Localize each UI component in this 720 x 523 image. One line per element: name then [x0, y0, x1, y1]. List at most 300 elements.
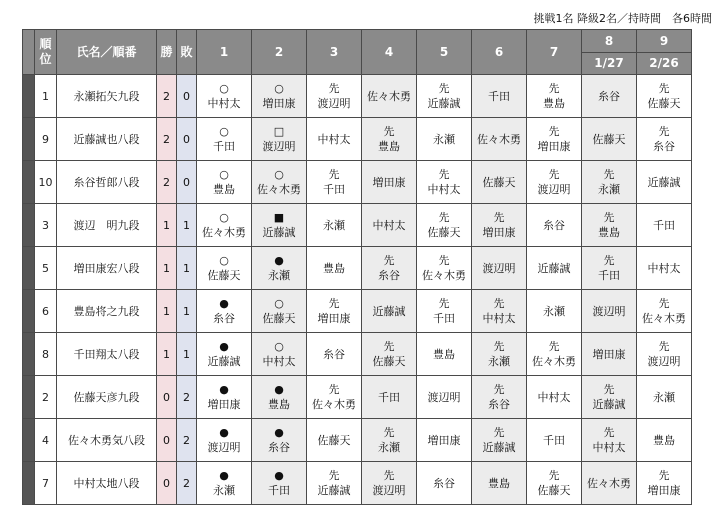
- table-row: [23, 376, 692, 419]
- game-cell: [307, 462, 362, 505]
- result-symbol: 先: [548, 469, 560, 482]
- result-symbol: 先: [603, 426, 615, 439]
- header-marker-cell: [23, 30, 35, 75]
- opponent-name: 佐々木勇: [532, 355, 576, 368]
- result-symbol: ●: [219, 340, 229, 353]
- opponent-name: 豊島: [378, 140, 400, 153]
- losses-cell: 1: [177, 333, 197, 376]
- game-cell: [362, 118, 417, 161]
- opponent-name: 佐藤天: [427, 226, 461, 239]
- result-symbol: 先: [658, 82, 670, 95]
- opponent-name: 千田: [378, 390, 400, 404]
- header-rank: 順位: [35, 30, 57, 75]
- result-symbol: ●: [274, 426, 284, 439]
- result-symbol: 先: [328, 168, 340, 181]
- game-cell: [582, 118, 637, 161]
- game-cell: [527, 333, 582, 376]
- result-symbol: 先: [548, 340, 560, 353]
- table-row: [23, 290, 692, 333]
- opponent-name: 佐藤天: [647, 97, 681, 110]
- result-symbol: 先: [493, 383, 505, 396]
- row-marker: [23, 419, 35, 462]
- rank-cell: 5: [35, 247, 57, 290]
- game-cell: [527, 419, 582, 462]
- opponent-name: 千田: [268, 484, 290, 497]
- losses-cell: 2: [177, 419, 197, 462]
- game-cell: [197, 204, 252, 247]
- wins-cell: 0: [157, 419, 177, 462]
- opponent-name: 近藤誠: [647, 175, 681, 189]
- header-round-4: 4: [362, 30, 417, 75]
- opponent-name: 豊島: [213, 183, 235, 196]
- result-symbol: ○: [274, 297, 284, 310]
- game-cell: [527, 376, 582, 419]
- losses-cell: 1: [177, 247, 197, 290]
- game-cell: [472, 161, 527, 204]
- result-symbol: 先: [383, 254, 395, 267]
- game-cell: [472, 376, 527, 419]
- opponent-name: 中村太: [647, 261, 681, 275]
- wins-cell: 2: [157, 75, 177, 118]
- opponent-name: 佐々木勇: [257, 183, 301, 196]
- opponent-name: 中村太: [482, 312, 516, 325]
- header-round-9-date: 2/26: [637, 53, 692, 75]
- opponent-name: 永瀬: [433, 132, 455, 146]
- game-cell: [252, 75, 307, 118]
- opponent-name: 糸谷: [323, 347, 345, 361]
- game-cell: [582, 75, 637, 118]
- wins-cell: 0: [157, 462, 177, 505]
- game-cell: [527, 75, 582, 118]
- result-symbol: 先: [383, 426, 395, 439]
- rank-cell: 1: [35, 75, 57, 118]
- opponent-name: 佐藤天: [372, 355, 406, 368]
- table-row: [23, 204, 692, 247]
- game-cell: [637, 247, 692, 290]
- game-cell: [252, 161, 307, 204]
- game-cell: [527, 204, 582, 247]
- rank-cell: 7: [35, 462, 57, 505]
- opponent-name: 佐々木勇: [477, 132, 521, 146]
- result-symbol: ●: [219, 383, 229, 396]
- game-cell: [197, 75, 252, 118]
- table-row: [23, 247, 692, 290]
- opponent-name: 中村太: [372, 218, 406, 232]
- opponent-name: 豊島: [268, 398, 290, 411]
- game-cell: [472, 204, 527, 247]
- opponent-name: 渡辺明: [317, 97, 351, 110]
- game-cell: [417, 75, 472, 118]
- game-cell: [582, 247, 637, 290]
- wins-cell: 1: [157, 333, 177, 376]
- opponent-name: 千田: [653, 218, 675, 232]
- result-symbol: □: [273, 125, 285, 138]
- game-cell: [637, 204, 692, 247]
- opponent-name: 糸谷: [543, 218, 565, 232]
- game-cell: [197, 247, 252, 290]
- opponent-name: 中村太: [592, 441, 626, 454]
- row-marker: [23, 204, 35, 247]
- game-cell: [582, 290, 637, 333]
- game-cell: [252, 462, 307, 505]
- game-cell: [362, 204, 417, 247]
- opponent-name: 豊島: [543, 97, 565, 110]
- header-wins: 勝: [157, 30, 177, 75]
- game-cell: [637, 333, 692, 376]
- opponent-name: 増田康: [427, 433, 461, 447]
- game-cell: [307, 419, 362, 462]
- player-name: 千田翔太八段: [57, 333, 157, 376]
- opponent-name: 千田: [323, 183, 345, 196]
- opponent-name: 千田: [543, 433, 565, 447]
- player-name: 永瀬拓矢九段: [57, 75, 157, 118]
- result-symbol: ■: [273, 211, 285, 224]
- opponent-name: 千田: [213, 140, 235, 153]
- result-symbol: ●: [219, 469, 229, 482]
- game-cell: [417, 161, 472, 204]
- result-symbol: 先: [548, 168, 560, 181]
- opponent-name: 永瀬: [213, 484, 235, 497]
- header-round-8-date: 1/27: [582, 53, 637, 75]
- game-cell: [197, 333, 252, 376]
- game-cell: [252, 204, 307, 247]
- opponent-name: 糸谷: [598, 89, 620, 103]
- wins-cell: 2: [157, 118, 177, 161]
- game-cell: [362, 247, 417, 290]
- result-symbol: 先: [328, 297, 340, 310]
- game-cell: [307, 290, 362, 333]
- game-cell: [582, 462, 637, 505]
- row-marker: [23, 247, 35, 290]
- row-marker: [23, 75, 35, 118]
- game-cell: [362, 161, 417, 204]
- game-cell: [527, 118, 582, 161]
- game-cell: [527, 247, 582, 290]
- opponent-name: 佐藤天: [207, 269, 241, 282]
- game-cell: [307, 204, 362, 247]
- game-cell: [307, 118, 362, 161]
- result-symbol: ○: [274, 168, 284, 181]
- result-symbol: 先: [438, 82, 450, 95]
- opponent-name: 近藤誠: [537, 261, 571, 275]
- opponent-name: 近藤誠: [372, 304, 406, 318]
- result-symbol: 先: [493, 297, 505, 310]
- wins-cell: 1: [157, 204, 177, 247]
- row-marker: [23, 290, 35, 333]
- row-marker: [23, 462, 35, 505]
- opponent-name: 豊島: [488, 476, 510, 490]
- rank-cell: 10: [35, 161, 57, 204]
- result-symbol: 先: [328, 383, 340, 396]
- opponent-name: 佐藤天: [262, 312, 296, 325]
- header-round-8: 8: [582, 30, 637, 53]
- game-cell: [582, 333, 637, 376]
- header-round-2: 2: [252, 30, 307, 75]
- result-symbol: 先: [603, 254, 615, 267]
- opponent-name: 佐々木勇: [202, 226, 246, 239]
- opponent-name: 千田: [488, 89, 510, 103]
- game-cell: [307, 247, 362, 290]
- result-symbol: ○: [219, 82, 229, 95]
- game-cell: [527, 290, 582, 333]
- result-symbol: 先: [328, 82, 340, 95]
- row-marker: [23, 376, 35, 419]
- game-cell: [197, 462, 252, 505]
- game-cell: [417, 204, 472, 247]
- opponent-name: 豊島: [323, 261, 345, 275]
- result-symbol: ●: [219, 297, 229, 310]
- header-round-7: 7: [527, 30, 582, 75]
- game-cell: [307, 333, 362, 376]
- header-name: 氏名／順番: [57, 30, 157, 75]
- opponent-name: 佐々木勇: [312, 398, 356, 411]
- rank-cell: 2: [35, 376, 57, 419]
- result-symbol: ○: [219, 211, 229, 224]
- result-symbol: 先: [658, 125, 670, 138]
- result-symbol: ○: [219, 125, 229, 138]
- opponent-name: 渡辺明: [592, 304, 626, 318]
- opponent-name: 渡辺明: [427, 390, 461, 404]
- opponent-name: 永瀬: [378, 441, 400, 454]
- player-name: 豊島将之九段: [57, 290, 157, 333]
- game-cell: [307, 161, 362, 204]
- result-symbol: 先: [438, 254, 450, 267]
- result-symbol: 先: [383, 469, 395, 482]
- opponent-name: 中村太: [262, 355, 296, 368]
- game-cell: [637, 118, 692, 161]
- game-cell: [527, 462, 582, 505]
- game-cell: [362, 290, 417, 333]
- result-symbol: 先: [493, 426, 505, 439]
- table-row: [23, 419, 692, 462]
- result-symbol: 先: [658, 469, 670, 482]
- opponent-name: 増田康: [592, 347, 626, 361]
- player-name: 佐藤天彦九段: [57, 376, 157, 419]
- opponent-name: 永瀬: [598, 183, 620, 196]
- losses-cell: 0: [177, 75, 197, 118]
- opponent-name: 千田: [598, 269, 620, 282]
- opponent-name: 佐々木勇: [642, 312, 686, 325]
- opponent-name: 増田康: [647, 484, 681, 497]
- table-row: [23, 333, 692, 376]
- row-marker: [23, 333, 35, 376]
- header-row: [23, 30, 692, 53]
- opponent-name: 糸谷: [378, 269, 400, 282]
- game-cell: [472, 75, 527, 118]
- opponent-name: 糸谷: [268, 441, 290, 454]
- losses-cell: 2: [177, 462, 197, 505]
- result-symbol: ●: [274, 254, 284, 267]
- losses-cell: 0: [177, 161, 197, 204]
- opponent-name: 佐藤天: [592, 132, 626, 146]
- game-cell: [252, 419, 307, 462]
- player-name: 近藤誠也八段: [57, 118, 157, 161]
- opponent-name: 佐々木勇: [422, 269, 466, 282]
- result-symbol: 先: [383, 340, 395, 353]
- table-row: [23, 75, 692, 118]
- result-symbol: 先: [383, 125, 395, 138]
- opponent-name: 永瀬: [323, 218, 345, 232]
- header-round-5: 5: [417, 30, 472, 75]
- losses-cell: 2: [177, 376, 197, 419]
- opponent-name: 佐々木勇: [367, 89, 411, 103]
- game-cell: [472, 247, 527, 290]
- table-row: [23, 462, 692, 505]
- result-symbol: ○: [274, 82, 284, 95]
- rank-cell: 8: [35, 333, 57, 376]
- opponent-name: 永瀬: [268, 269, 290, 282]
- result-symbol: 先: [438, 297, 450, 310]
- player-name: 中村太地八段: [57, 462, 157, 505]
- result-symbol: 先: [493, 211, 505, 224]
- opponent-name: 千田: [433, 312, 455, 325]
- opponent-name: 渡辺明: [537, 183, 571, 196]
- opponent-name: 糸谷: [433, 476, 455, 490]
- game-cell: [472, 118, 527, 161]
- game-cell: [417, 290, 472, 333]
- game-cell: [417, 462, 472, 505]
- header-round-1: 1: [197, 30, 252, 75]
- opponent-name: 佐々木勇: [587, 476, 631, 490]
- game-cell: [472, 462, 527, 505]
- opponent-name: 渡辺明: [647, 355, 681, 368]
- game-cell: [252, 118, 307, 161]
- opponent-name: 糸谷: [213, 312, 235, 325]
- opponent-name: 中村太: [317, 132, 351, 146]
- game-cell: [252, 376, 307, 419]
- opponent-name: 増田康: [537, 140, 571, 153]
- opponent-name: 渡辺明: [372, 484, 406, 497]
- opponent-name: 豊島: [433, 347, 455, 361]
- table-row: [23, 118, 692, 161]
- opponent-name: 糸谷: [653, 140, 675, 153]
- opponent-name: 中村太: [207, 97, 241, 110]
- game-cell: [527, 161, 582, 204]
- game-cell: [417, 247, 472, 290]
- opponent-name: 渡辺明: [207, 441, 241, 454]
- game-cell: [197, 290, 252, 333]
- result-symbol: 先: [328, 469, 340, 482]
- opponent-name: 近藤誠: [262, 226, 296, 239]
- opponent-name: 近藤誠: [317, 484, 351, 497]
- opponent-name: 増田康: [207, 398, 241, 411]
- game-cell: [252, 290, 307, 333]
- game-cell: [637, 290, 692, 333]
- table-row: [23, 161, 692, 204]
- league-body: [23, 75, 692, 505]
- game-cell: [637, 161, 692, 204]
- opponent-name: 近藤誠: [592, 398, 626, 411]
- wins-cell: 0: [157, 376, 177, 419]
- game-cell: [417, 419, 472, 462]
- wins-cell: 1: [157, 290, 177, 333]
- opponent-name: 近藤誠: [427, 97, 461, 110]
- league-caption: 挑戦1名 降級2名／持時間 各6時間: [533, 12, 712, 25]
- header-round-3: 3: [307, 30, 362, 75]
- opponent-name: 永瀬: [543, 304, 565, 318]
- result-symbol: 先: [603, 168, 615, 181]
- game-cell: [582, 419, 637, 462]
- game-cell: [637, 462, 692, 505]
- game-cell: [252, 333, 307, 376]
- result-symbol: ○: [219, 168, 229, 181]
- header-round-6: 6: [472, 30, 527, 75]
- game-cell: [307, 75, 362, 118]
- rank-cell: 9: [35, 118, 57, 161]
- game-cell: [637, 75, 692, 118]
- game-cell: [472, 419, 527, 462]
- opponent-name: 糸谷: [488, 398, 510, 411]
- result-symbol: 先: [603, 211, 615, 224]
- result-symbol: 先: [548, 82, 560, 95]
- game-cell: [582, 161, 637, 204]
- losses-cell: 1: [177, 290, 197, 333]
- opponent-name: 増田康: [372, 175, 406, 189]
- game-cell: [362, 376, 417, 419]
- result-symbol: 先: [603, 383, 615, 396]
- player-name: 佐々木勇気八段: [57, 419, 157, 462]
- game-cell: [417, 376, 472, 419]
- result-symbol: ●: [274, 469, 284, 482]
- game-cell: [252, 247, 307, 290]
- opponent-name: 渡辺明: [262, 140, 296, 153]
- game-cell: [637, 419, 692, 462]
- result-symbol: 先: [438, 211, 450, 224]
- wins-cell: 2: [157, 161, 177, 204]
- result-symbol: 先: [658, 340, 670, 353]
- opponent-name: 増田康: [317, 312, 351, 325]
- opponent-name: 佐藤天: [482, 175, 516, 189]
- opponent-name: 豊島: [653, 433, 675, 447]
- game-cell: [362, 462, 417, 505]
- game-cell: [307, 376, 362, 419]
- game-cell: [417, 118, 472, 161]
- opponent-name: 近藤誠: [482, 441, 516, 454]
- result-symbol: ●: [274, 383, 284, 396]
- header-losses: 敗: [177, 30, 197, 75]
- game-cell: [362, 75, 417, 118]
- game-cell: [362, 333, 417, 376]
- result-symbol: ○: [274, 340, 284, 353]
- player-name: 糸谷哲郎八段: [57, 161, 157, 204]
- opponent-name: 佐藤天: [317, 433, 351, 447]
- losses-cell: 0: [177, 118, 197, 161]
- game-cell: [582, 376, 637, 419]
- losses-cell: 1: [177, 204, 197, 247]
- game-cell: [197, 161, 252, 204]
- result-symbol: 先: [493, 340, 505, 353]
- opponent-name: 永瀬: [488, 355, 510, 368]
- opponent-name: 増田康: [262, 97, 296, 110]
- opponent-name: 佐藤天: [537, 484, 571, 497]
- opponent-name: 近藤誠: [207, 355, 241, 368]
- result-symbol: ●: [219, 426, 229, 439]
- rank-cell: 6: [35, 290, 57, 333]
- result-symbol: 先: [658, 297, 670, 310]
- game-cell: [472, 333, 527, 376]
- game-cell: [472, 290, 527, 333]
- game-cell: [197, 419, 252, 462]
- result-symbol: 先: [548, 125, 560, 138]
- opponent-name: 渡辺明: [482, 261, 516, 275]
- opponent-name: 永瀬: [653, 390, 675, 404]
- header-round-9: 9: [637, 30, 692, 53]
- row-marker: [23, 161, 35, 204]
- game-cell: [637, 376, 692, 419]
- opponent-name: 中村太: [427, 183, 461, 196]
- row-marker: [23, 118, 35, 161]
- player-name: 増田康宏八段: [57, 247, 157, 290]
